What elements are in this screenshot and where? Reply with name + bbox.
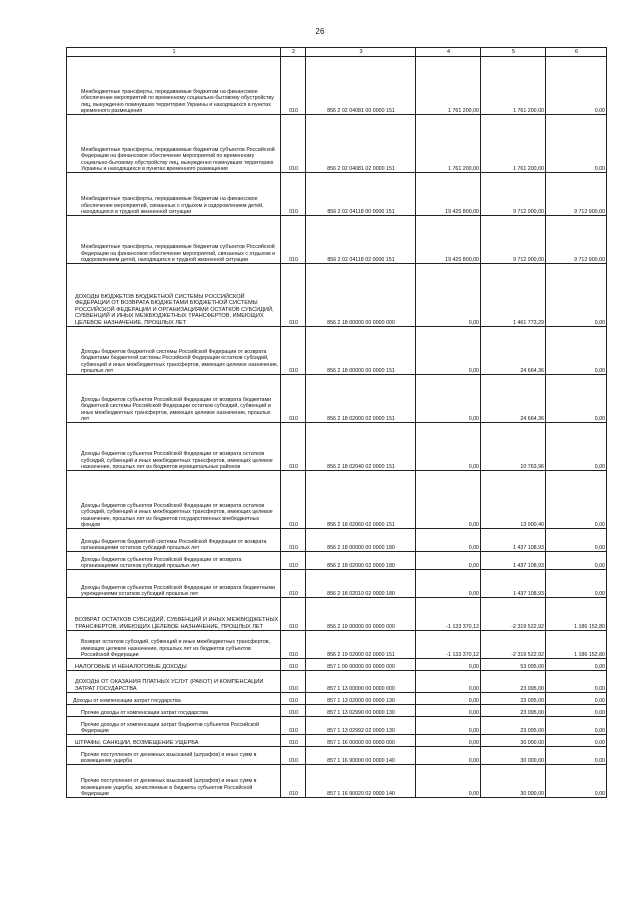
income-name-cell [67, 717, 281, 735]
approved-appointments-cell: 0,00 [416, 747, 481, 765]
executed-cell: 23 095,00 [481, 693, 546, 705]
budget-classification-code-cell: 856 2 02 04118 00 0000 151 [306, 173, 416, 216]
line-code-cell: 010 [281, 173, 306, 216]
line-code-cell: 010 [281, 57, 306, 115]
unexecuted-cell: 9 712 900,00 [546, 173, 607, 216]
income-name-text: ДОХОДЫ БЮДЖЕТОВ БЮДЖЕТНОЙ СИСТЕМЫ РОССИЙСКОЙ ФЕДЕРАЦИИ ОТ ВОЗВРАТА БЮДЖЕТАМИ БЮДЖЕТНОЙ СИСТЕМЫ РОССИЙСКОЙ ФЕДЕРАЦИИ И ОРГАНИЗАЦИЯМИ ОСТАТКОВ СУБСИДИЙ, СУБВЕНЦИЙ И ИНЫХ МЕЖБЮДЖЕТНЫХ ТРАНСФЕРТОВ, ИМЕЮЩИХ ЦЕЛЕВОЕ НАЗНАЧЕНИЕ, ПРОШЛЫХ ЛЕТ [75, 293, 274, 326]
executed-cell: 1 437 108,93 [481, 552, 546, 570]
line-code-cell: 010 [281, 631, 306, 659]
approved-appointments-cell: 0,00 [416, 659, 481, 671]
table-row [67, 57, 607, 115]
table-row [67, 631, 607, 659]
table-row [67, 705, 607, 717]
income-name-text: Доходы бюджетов субъектов Российской Федерации от возврата организациями остатков субсидий прошлых лет [81, 556, 242, 569]
unexecuted-cell: 1 186 152,80 [546, 598, 607, 631]
income-name-text: Межбюджетные трансферты, передаваемые бюджетам на финансовое обеспечение мероприятий, связанных с отдыхом и оздоровлением детей, находящихся в трудной жизненной ситуации [81, 196, 264, 215]
approved-appointments-cell: 0,00 [416, 705, 481, 717]
income-name-cell [67, 735, 281, 747]
executed-cell: -2 319 522,92 [481, 631, 546, 659]
income-name-text: Доходы от компенсации затрат государства [73, 697, 181, 704]
budget-classification-code-cell: 856 2 18 02010 02 0000 180 [306, 570, 416, 598]
approved-appointments-cell: 0,00 [416, 471, 481, 529]
income-name-cell [67, 471, 281, 529]
column-number-5: 5 [481, 48, 546, 57]
executed-cell: 23 095,00 [481, 705, 546, 717]
budget-execution-table [66, 47, 607, 798]
unexecuted-cell: 0,00 [546, 552, 607, 570]
executed-cell: 9 712 900,00 [481, 173, 546, 216]
executed-cell: 1 461 773,29 [481, 264, 546, 327]
budget-classification-code-cell: 856 2 18 02060 02 0000 151 [306, 471, 416, 529]
budget-classification-code-cell: 857 1 13 00000 00 0000 000 [306, 671, 416, 693]
approved-appointments-cell: -1 133 370,12 [416, 598, 481, 631]
budget-classification-code-cell: 856 2 18 02040 02 0000 151 [306, 423, 416, 471]
approved-appointments-cell: 0,00 [416, 529, 481, 552]
income-name-cell [67, 216, 281, 264]
page-number: 26 [315, 27, 325, 36]
column-number-6: 6 [546, 48, 607, 57]
income-name-text: Возврат остатков субсидий, субвенций и иных межбюджетных трансфертов, имеющих целевое назначение, прошлых лет из бюджетов субъектов Российской Федерации [81, 639, 271, 658]
approved-appointments-cell: 1 761 200,00 [416, 115, 481, 173]
income-name-cell [67, 173, 281, 216]
income-name-cell [67, 747, 281, 765]
approved-appointments-cell: 0,00 [416, 717, 481, 735]
unexecuted-cell: 9 712 900,00 [546, 216, 607, 264]
approved-appointments-cell: 0,00 [416, 570, 481, 598]
line-code-cell: 010 [281, 529, 306, 552]
executed-cell: 1 761 200,00 [481, 57, 546, 115]
approved-appointments-cell: 0,00 [416, 765, 481, 798]
line-code-cell: 010 [281, 735, 306, 747]
executed-cell: 30 000,00 [481, 765, 546, 798]
table-row [67, 717, 607, 735]
executed-cell: 23 095,00 [481, 671, 546, 693]
executed-cell: 24 664,36 [481, 375, 546, 423]
executed-cell: 10 763,96 [481, 423, 546, 471]
line-code-cell: 010 [281, 327, 306, 375]
executed-cell: 30 000,00 [481, 735, 546, 747]
budget-classification-code-cell: 856 2 02 04081 00 0000 151 [306, 57, 416, 115]
unexecuted-cell: 0,00 [546, 471, 607, 529]
income-name-text: Доходы бюджетов субъектов Российской Федерации от возврата бюджетными учреждениями остатков субсидий прошлых лет [81, 584, 275, 597]
column-number-1: 1 [67, 48, 281, 57]
unexecuted-cell: 0,00 [546, 747, 607, 765]
line-code-cell: 010 [281, 671, 306, 693]
budget-classification-code-cell: 857 1 16 90000 00 0000 140 [306, 747, 416, 765]
executed-cell: 9 712 900,00 [481, 216, 546, 264]
income-name-cell [67, 659, 281, 671]
unexecuted-cell: 0,00 [546, 705, 607, 717]
income-name-cell [67, 375, 281, 423]
approved-appointments-cell: 0,00 [416, 735, 481, 747]
approved-appointments-cell: 19 425 800,00 [416, 216, 481, 264]
line-code-cell: 010 [281, 747, 306, 765]
unexecuted-cell: 0,00 [546, 693, 607, 705]
approved-appointments-cell: -1 133 370,12 [416, 631, 481, 659]
budget-classification-code-cell: 857 1 13 02000 00 0000 130 [306, 693, 416, 705]
income-name-text: Доходы бюджетов бюджетной системы Российской Федерации от возврата организациями остатков субсидий прошлых лет [81, 538, 267, 551]
approved-appointments-cell: 0,00 [416, 423, 481, 471]
income-name-cell [67, 423, 281, 471]
income-name-cell [67, 671, 281, 693]
approved-appointments-cell: 0,00 [416, 264, 481, 327]
income-name-text: Доходы бюджетов субъектов Российской Федерации от возврата остатков субсидий, субвенций и иных межбюджетных трансфертов, имеющих целевое назначение, прошлых лет из бюджетов государственных внебюджетных фондов [81, 503, 273, 528]
executed-cell: -2 319 522,92 [481, 598, 546, 631]
income-name-cell [67, 264, 281, 327]
table-row [67, 264, 607, 327]
approved-appointments-cell: 1 761 200,00 [416, 57, 481, 115]
table-row [67, 735, 607, 747]
budget-classification-code-cell: 856 2 18 00000 00 0000 151 [306, 327, 416, 375]
executed-cell: 13 900,40 [481, 471, 546, 529]
budget-classification-code-cell: 857 1 13 02990 00 0000 130 [306, 705, 416, 717]
unexecuted-cell: 0,00 [546, 659, 607, 671]
line-code-cell: 010 [281, 115, 306, 173]
unexecuted-cell: 0,00 [546, 57, 607, 115]
budget-classification-code-cell: 856 2 02 04081 02 0000 151 [306, 115, 416, 173]
table-row [67, 671, 607, 693]
column-number-2: 2 [281, 48, 306, 57]
executed-cell: 1 437 108,93 [481, 570, 546, 598]
table-row [67, 375, 607, 423]
unexecuted-cell: 0,00 [546, 264, 607, 327]
approved-appointments-cell: 0,00 [416, 375, 481, 423]
line-code-cell: 010 [281, 570, 306, 598]
unexecuted-cell: 0,00 [546, 735, 607, 747]
executed-cell: 1 437 108,93 [481, 529, 546, 552]
income-name-text: Доходы бюджетов субъектов Российской Федерации от возврата остатков субсидий, субвенций и иных межбюджетных трансфертов, имеющих целевое назначение, прошлых лет из бюджетов муниципальных районов [81, 451, 273, 470]
budget-classification-code-cell: 857 1 13 02992 02 0000 130 [306, 717, 416, 735]
income-name-text: ШТРАФЫ, САНКЦИИ, ВОЗМЕЩЕНИЕ УЩЕРБА [75, 739, 199, 746]
income-name-text: Доходы бюджетов бюджетной системы Российской Федерации от возврата бюджетами бюджетной системы Российской Федерации остатков субсидий, субвенций и иных межбюджетных трансфертов, имеющих целевое назначение, прошлых лет [81, 349, 279, 374]
table-row [67, 765, 607, 798]
table-row [67, 327, 607, 375]
unexecuted-cell: 0,00 [546, 717, 607, 735]
line-code-cell: 010 [281, 598, 306, 631]
table-row [67, 570, 607, 598]
line-code-cell: 010 [281, 375, 306, 423]
table-row [67, 747, 607, 765]
budget-classification-code-cell: 857 1 16 00000 00 0000 000 [306, 735, 416, 747]
column-number-4: 4 [416, 48, 481, 57]
table-row [67, 693, 607, 705]
income-name-cell [67, 693, 281, 705]
budget-classification-code-cell: 856 2 18 00000 00 0000 000 [306, 264, 416, 327]
executed-cell: 53 095,00 [481, 659, 546, 671]
line-code-cell: 010 [281, 717, 306, 735]
approved-appointments-cell: 0,00 [416, 671, 481, 693]
income-name-text: Доходы бюджетов субъектов Российской Федерации от возврата бюджетами бюджетной системы Российской Федерации остатков субсидий, субвенций и иных межбюджетных трансфертов, имеющих целевое назначение, прошлых лет [81, 397, 272, 422]
table-row [67, 173, 607, 216]
budget-classification-code-cell: 857 1 16 90020 02 0000 140 [306, 765, 416, 798]
income-name-text: НАЛОГОВЫЕ И НЕНАЛОГОВЫЕ ДОХОДЫ [75, 663, 187, 670]
budget-classification-code-cell: 856 2 19 02000 02 0000 151 [306, 631, 416, 659]
line-code-cell: 010 [281, 216, 306, 264]
table-row [67, 115, 607, 173]
income-name-text: ДОХОДЫ ОТ ОКАЗАНИЯ ПЛАТНЫХ УСЛУГ (РАБОТ) И КОМПЕНСАЦИИ ЗАТРАТ ГОСУДАРСТВА [75, 679, 264, 692]
table-row [67, 471, 607, 529]
column-number-3: 3 [306, 48, 416, 57]
income-name-cell [67, 631, 281, 659]
approved-appointments-cell: 0,00 [416, 693, 481, 705]
column-number-row [67, 48, 607, 57]
unexecuted-cell: 0,00 [546, 671, 607, 693]
table-row [67, 216, 607, 264]
executed-cell: 23 095,00 [481, 717, 546, 735]
unexecuted-cell: 0,00 [546, 423, 607, 471]
income-name-text: Прочие доходы от компенсации затрат бюджетов субъектов Российской Федерации [81, 721, 260, 734]
income-name-cell [67, 115, 281, 173]
budget-classification-code-cell: 856 2 18 02000 02 0000 180 [306, 552, 416, 570]
budget-classification-code-cell: 857 1 00 00000 00 0000 000 [306, 659, 416, 671]
budget-classification-code-cell: 856 2 19 00000 00 0000 000 [306, 598, 416, 631]
income-name-cell [67, 570, 281, 598]
budget-classification-code-cell: 856 2 18 00000 00 0000 180 [306, 529, 416, 552]
income-name-cell [67, 57, 281, 115]
unexecuted-cell: 0,00 [546, 115, 607, 173]
approved-appointments-cell: 0,00 [416, 327, 481, 375]
line-code-cell: 010 [281, 264, 306, 327]
executed-cell: 1 761 200,00 [481, 115, 546, 173]
executed-cell: 30 000,00 [481, 747, 546, 765]
executed-cell: 24 664,36 [481, 327, 546, 375]
income-name-text: Межбюджетные трансферты, передаваемые бюджетам субъектов Российской Федерации на финансовое обеспечение мероприятий, связанных с отдыхом и оздоровлением детей, находящихся в трудной жизненной ситуации [81, 244, 276, 263]
line-code-cell: 010 [281, 705, 306, 717]
income-name-cell [67, 327, 281, 375]
line-code-cell: 010 [281, 423, 306, 471]
income-name-text: Межбюджетные трансферты, передаваемые бюджетам на финансовое обеспечение мероприятий по временному социально-бытовому обустройству лиц, вынужденно покинувших территорию Украины и находящихся в пунктах временного размещения [81, 89, 274, 114]
income-name-text: Межбюджетные трансферты, передаваемые бюджетам субъектов Российской Федерации на финансовое обеспечение мероприятий по временному социально-бытовому обустройству лиц, вынужденно покинувших территорию Украины и находящихся в пунктах временного размещения [81, 147, 275, 172]
table-row [67, 529, 607, 552]
approved-appointments-cell: 19 425 800,00 [416, 173, 481, 216]
income-name-text: Прочие поступления от денежных взысканий (штрафов) и иных сумм в возмещение ущерба [81, 751, 257, 764]
income-name-cell [67, 552, 281, 570]
income-name-text: Прочие поступления от денежных взысканий (штрафов) и иных сумм в возмещение ущерба, зачисляемые в бюджеты субъектов Российской Федерации [81, 778, 257, 797]
table-row [67, 598, 607, 631]
unexecuted-cell: 0,00 [546, 529, 607, 552]
income-name-cell [67, 598, 281, 631]
unexecuted-cell: 0,00 [546, 327, 607, 375]
table-row [67, 423, 607, 471]
unexecuted-cell: 0,00 [546, 765, 607, 798]
table-row [67, 659, 607, 671]
line-code-cell: 010 [281, 659, 306, 671]
approved-appointments-cell: 0,00 [416, 552, 481, 570]
unexecuted-cell: 1 186 152,80 [546, 631, 607, 659]
budget-classification-code-cell: 856 2 18 02000 02 0000 151 [306, 375, 416, 423]
unexecuted-cell: 0,00 [546, 375, 607, 423]
income-name-text: Прочие доходы от компенсации затрат государства [81, 709, 208, 716]
line-code-cell: 010 [281, 552, 306, 570]
unexecuted-cell: 0,00 [546, 570, 607, 598]
line-code-cell: 010 [281, 765, 306, 798]
income-name-cell [67, 529, 281, 552]
income-name-text: ВОЗВРАТ ОСТАТКОВ СУБСИДИЙ, СУБВЕНЦИЙ И ИНЫХ МЕЖБЮДЖЕТНЫХ ТРАНСФЕРТОВ, ИМЕЮЩИХ ЦЕЛЕВОЕ НАЗНАЧЕНИЕ, ПРОШЛЫХ ЛЕТ [75, 617, 279, 630]
table-row [67, 552, 607, 570]
budget-classification-code-cell: 856 2 02 04118 02 0000 151 [306, 216, 416, 264]
line-code-cell: 010 [281, 693, 306, 705]
line-code-cell: 010 [281, 471, 306, 529]
income-name-cell [67, 765, 281, 798]
income-name-cell [67, 705, 281, 717]
